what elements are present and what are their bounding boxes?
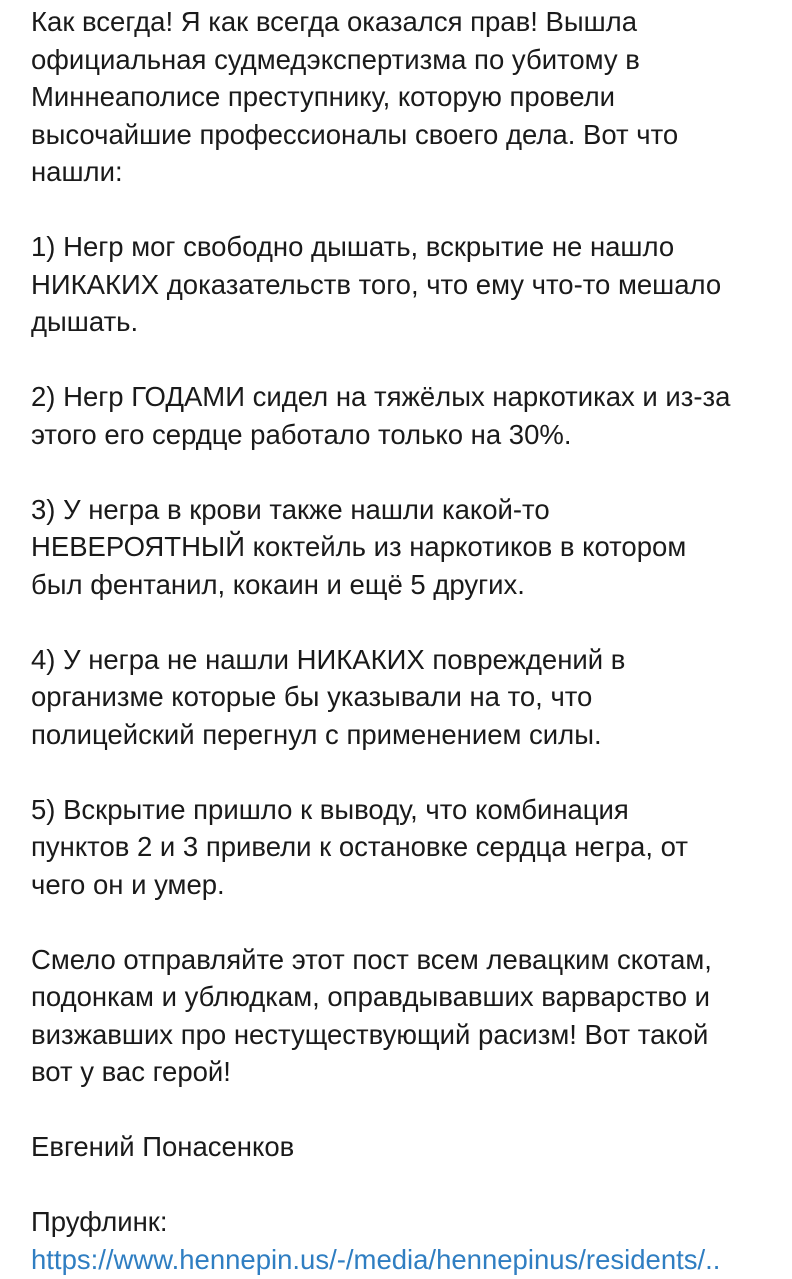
intro-line: официальная судмедэкспертизма по убитому в (31, 43, 640, 75)
proof-paragraph (31, 1203, 776, 1278)
point-4-line: полицейский перегнул с применением силы. (31, 718, 602, 750)
intro-line: нашли: (31, 156, 123, 187)
point-1-line: дышать. (31, 306, 139, 337)
intro-line: Миннеаполисе преступнику, которую провели (31, 81, 616, 112)
call-to-action-paragraph (31, 941, 776, 1091)
point-5-line: чего он и умер. (31, 868, 225, 900)
point-2-line: этого его сердце работало только на 30%. (31, 418, 572, 450)
call-to-action-line: Смело отправляйте этот пост всем левацким скотам, (31, 943, 712, 975)
point-1-line: НИКАКИХ доказательств того, что ему что-то мешало (31, 268, 722, 300)
point-3-line: был фентанил, кокаин и ещё 5 других. (31, 568, 525, 600)
intro-line: высочайшие профессионалы своего дела. Вот что (31, 118, 679, 150)
signature-paragraph (31, 1128, 776, 1166)
point-3-line: 3) У негра в крови также нашли какой-то (31, 493, 550, 525)
call-to-action-line: вот у вас герой! (31, 1056, 231, 1087)
point-2-paragraph (31, 378, 776, 453)
point-5-line: пунктов 2 и 3 привели к остановке сердца негра, от (31, 831, 688, 862)
proof-link[interactable]: https://www.hennepin.us/-/media/hennepinus/residents/.. (31, 1243, 721, 1275)
call-to-action-line: подонкам и ублюдкам, оправдывавших варварство и (31, 981, 711, 1012)
point-3-paragraph (31, 491, 776, 604)
intro-line: Как всегда! Я как всегда оказался прав! Вышла (31, 6, 637, 37)
point-4-line: организме которые бы указывали на то, что (31, 681, 593, 712)
point-5-paragraph (31, 791, 776, 904)
point-3-line: НЕВЕРОЯТНЫЙ коктейль из наркотиков в котором (31, 531, 687, 562)
point-4-paragraph (31, 641, 776, 754)
call-to-action-line: визжавших про нестуществующий расизм! Вот такой (31, 1018, 709, 1050)
signature: Евгений Понасенков (31, 1131, 295, 1162)
point-1-line: 1) Негр мог свободно дышать, вскрытие не нашло (31, 231, 675, 262)
point-4-line: 4) У негра не нашли НИКАКИХ повреждений в (31, 643, 626, 675)
message-body (31, 3, 776, 1278)
intro-paragraph (31, 3, 776, 191)
point-5-line: 5) Вскрытие пришло к выводу, что комбинация (31, 793, 629, 825)
point-2-line: 2) Негр ГОДАМИ сидел на тяжёлых наркотиках и из-за (31, 381, 731, 412)
point-1-paragraph (31, 228, 776, 341)
proof-label: Пруфлинк: (31, 1206, 168, 1237)
